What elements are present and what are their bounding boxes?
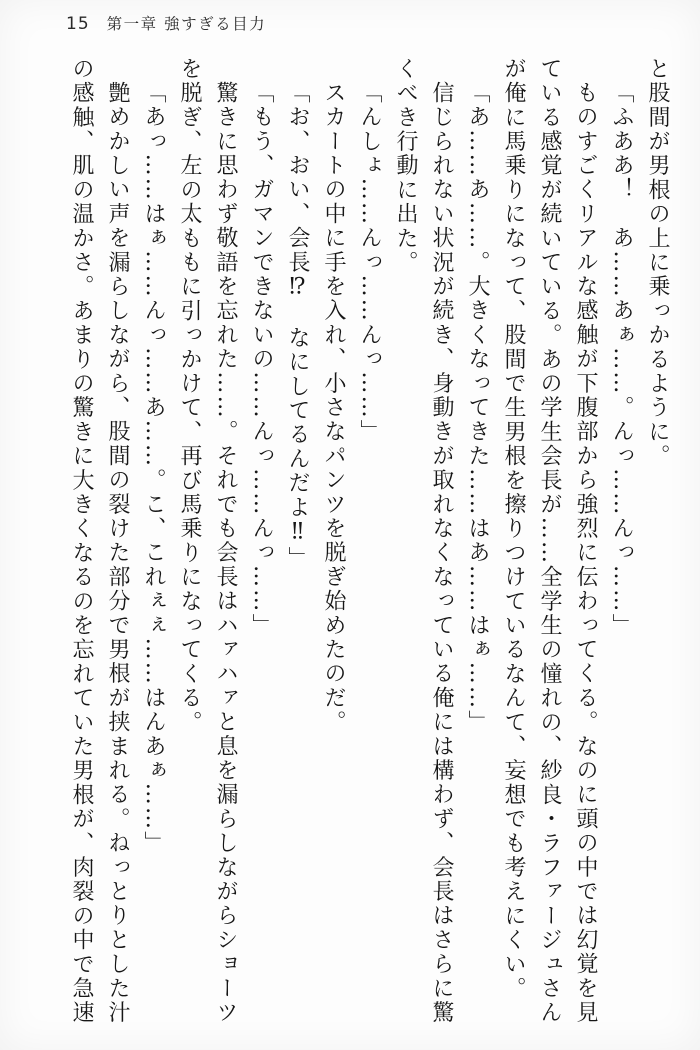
text-column: 「もう、ガマンできないの……んっ……んっ……」 — [249, 81, 274, 638]
text-column: を脱ぎ、左の太ももに引っかけて、再び馬乗りになってくる。 — [177, 57, 202, 735]
text-column: 「ふああ！ あ……あぁ……。んっ……んっ……」 — [609, 81, 634, 638]
text-column: 「あ……あ……。大きくなってきた……はあ……はぁ……」 — [465, 81, 490, 735]
page-number: 15 — [66, 14, 90, 34]
text-column: 「んしょ……んっ……んっ……」 — [357, 81, 382, 444]
chapter-title: 第一章 強すぎる目力 — [106, 15, 267, 33]
text-column: スカートの中に手を入れ、小さなパンツを脱ぎ始めたのだ。 — [321, 81, 346, 735]
text-column: 信じられない状況が続き、身動きが取れなくなっている俺には構わず、会長はさらに驚 — [429, 81, 454, 1025]
text-column: ものすごくリアルな感触が下腹部から強烈に伝わってくる。なのに頭の中では幻覚を見 — [573, 81, 598, 1025]
text-column: 「あっ……はぁ……んっ……あ……。こ、これぇぇ……はんあぁ……」 — [141, 81, 166, 856]
body-text — [63, 57, 675, 1037]
text-column: くべき行動に出た。 — [393, 57, 418, 275]
text-column: の感触、肌の温かさ。あまりの驚きに大きくなるのを忘れていた男根が、肉裂の中で急速 — [69, 57, 94, 1025]
text-column: が俺に馬乗りになって、股間で生男根を擦りつけているなんて、妄想でも考えにくい。 — [501, 57, 526, 1001]
text-column: 驚きに思わず敬語を忘れた……。それでも会長はハァハァと息を漏らしながらショーツ — [213, 81, 238, 1025]
page-header — [66, 12, 266, 34]
text-column: 艶めかしい声を漏らしながら、股間の裂けた部分で男根が挟まれる。ねっとりとした汁 — [105, 81, 130, 1025]
text-column: ている感覚が続いている。あの学生会長が……全学生の憧れの、紗良・ラファージュさん — [537, 57, 562, 1025]
text-column: と股間が男根の上に乗っかるように。 — [645, 57, 670, 469]
text-column: 「お、おい、会長⁉ なにしてるんだよ‼」 — [285, 81, 310, 571]
